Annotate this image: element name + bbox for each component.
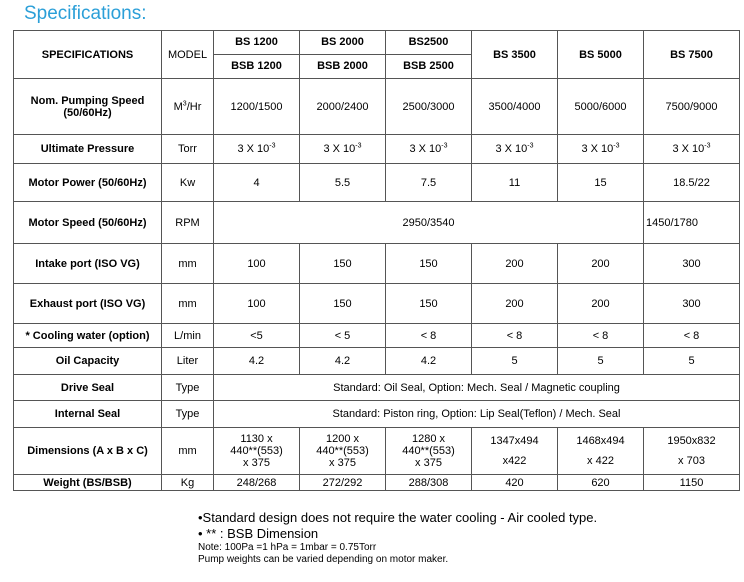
value-cell: 150 bbox=[386, 244, 472, 284]
unit-cell: mm bbox=[162, 244, 214, 284]
model-name: BS 3500 bbox=[472, 31, 558, 79]
row-label-ultimate-pressure: Ultimate Pressure bbox=[14, 135, 162, 164]
value-cell: 3 X $10^{-3}$ bbox=[386, 135, 472, 164]
model-name: BS2500 bbox=[386, 31, 471, 55]
value-cell: 1130 x 440**(553) x 375 bbox=[214, 428, 300, 475]
unit-cell: Type bbox=[162, 401, 214, 428]
value-cell: 420 bbox=[472, 475, 558, 491]
value-cell: 5 bbox=[472, 348, 558, 375]
value-cell-merged: 2950/3540 bbox=[214, 202, 644, 244]
value-cell: 150 bbox=[386, 284, 472, 324]
table-row bbox=[14, 79, 740, 135]
table-row bbox=[14, 135, 740, 164]
value-cell: 272/292 bbox=[300, 475, 386, 491]
value-cell: 288/308 bbox=[386, 475, 472, 491]
unit-cell: Kg bbox=[162, 475, 214, 491]
value-cell: 1347x494 x422 bbox=[472, 428, 558, 475]
value-cell: <5 bbox=[214, 324, 300, 348]
unit-cell: Torr bbox=[162, 135, 214, 164]
value-cell: 1950x832 x 703 bbox=[644, 428, 740, 475]
value-cell: 3 X $10^{-3}$ bbox=[644, 135, 740, 164]
table-row bbox=[14, 348, 740, 375]
header-model-cell bbox=[300, 31, 386, 79]
unit-cell: $M^3/Hr$ bbox=[162, 79, 214, 135]
value-cell: 100 bbox=[214, 284, 300, 324]
value-cell: 4.2 bbox=[214, 348, 300, 375]
table-row bbox=[14, 375, 740, 401]
unit-cell: L/min bbox=[162, 324, 214, 348]
row-label-cooling-water: * Cooling water (option) bbox=[14, 324, 162, 348]
table-row bbox=[14, 324, 740, 348]
row-label-oil-capacity: Oil Capacity bbox=[14, 348, 162, 375]
value-cell: 200 bbox=[472, 244, 558, 284]
value-cell: 7.5 bbox=[386, 164, 472, 202]
value-cell: 18.5/22 bbox=[644, 164, 740, 202]
value-cell: 3 X $10^{-3}$ bbox=[558, 135, 644, 164]
value-cell: 4.2 bbox=[386, 348, 472, 375]
value-cell: 3 X $10^{-3}$ bbox=[214, 135, 300, 164]
value-cell: 2000/2400 bbox=[300, 79, 386, 135]
model-name-bsb: BSB 2500 bbox=[403, 60, 454, 72]
value-cell: < 8 bbox=[558, 324, 644, 348]
footnote-weights: Pump weights can be varied depending on motor maker. bbox=[198, 554, 449, 565]
table-row bbox=[14, 284, 740, 324]
header-spec: SPECIFICATIONS bbox=[14, 31, 162, 79]
row-label-intake-port: Intake port (ISO VG) bbox=[14, 244, 162, 284]
value-cell: 1450/1780 bbox=[644, 202, 740, 244]
table-row bbox=[14, 401, 740, 428]
value-cell: 620 bbox=[558, 475, 644, 491]
value-cell: < 5 bbox=[300, 324, 386, 348]
value-cell: 7500/9000 bbox=[644, 79, 740, 135]
table-row bbox=[14, 244, 740, 284]
row-label-weight: Weight (BS/BSB) bbox=[14, 475, 162, 491]
row-label-motor-speed: Motor Speed (50/60Hz) bbox=[14, 202, 162, 244]
value-cell: 200 bbox=[472, 284, 558, 324]
value-cell: 11 bbox=[472, 164, 558, 202]
value-cell: 100 bbox=[214, 244, 300, 284]
value-cell: < 8 bbox=[386, 324, 472, 348]
value-cell: 150 bbox=[300, 244, 386, 284]
header-model-cell bbox=[214, 31, 300, 79]
value-cell: 3500/4000 bbox=[472, 79, 558, 135]
value-cell: 5 bbox=[558, 348, 644, 375]
row-label-drive-seal: Drive Seal bbox=[14, 375, 162, 401]
unit-cell: Kw bbox=[162, 164, 214, 202]
value-cell: 1468x494 x 422 bbox=[558, 428, 644, 475]
unit-cell: RPM bbox=[162, 202, 214, 244]
row-label-internal-seal: Internal Seal bbox=[14, 401, 162, 428]
value-cell: 5.5 bbox=[300, 164, 386, 202]
model-name: BS 2000 bbox=[300, 31, 385, 55]
row-label-dimensions: Dimensions (A x B x C) bbox=[14, 428, 162, 475]
value-cell: 4 bbox=[214, 164, 300, 202]
value-cell: 1200/1500 bbox=[214, 79, 300, 135]
value-cell: 5000/6000 bbox=[558, 79, 644, 135]
value-cell: 2500/3000 bbox=[386, 79, 472, 135]
value-cell: 1150 bbox=[644, 475, 740, 491]
model-name-bsb: BSB 1200 bbox=[231, 60, 282, 72]
value-cell-merged: Standard: Piston ring, Option: Lip Seal(Teflon) / Mech. Seal bbox=[214, 401, 740, 428]
footnote-cooling: •Standard design does not require the water cooling - Air cooled type. bbox=[198, 510, 598, 525]
header-row bbox=[14, 31, 740, 79]
table-row bbox=[14, 475, 740, 491]
value-cell: 248/268 bbox=[214, 475, 300, 491]
unit-cell: Type bbox=[162, 375, 214, 401]
header-model: MODEL bbox=[162, 31, 214, 79]
value-cell: < 8 bbox=[644, 324, 740, 348]
footnote-pressure-units: Note: 100Pa =1 hPa = 1mbar = 0.75Torr bbox=[198, 542, 377, 553]
unit-cell: mm bbox=[162, 284, 214, 324]
table-row bbox=[14, 164, 740, 202]
header-model-cell bbox=[386, 31, 472, 79]
model-name: BS 5000 bbox=[558, 31, 644, 79]
unit-cell: Liter bbox=[162, 348, 214, 375]
row-label-pumping-speed: Nom. Pumping Speed (50/60Hz) bbox=[14, 79, 162, 135]
value-cell: 300 bbox=[644, 284, 740, 324]
value-cell-merged: Standard: Oil Seal, Option: Mech. Seal / Magnetic coupling bbox=[214, 375, 740, 401]
model-name-bsb: BSB 2000 bbox=[317, 60, 368, 72]
value-cell: < 8 bbox=[472, 324, 558, 348]
row-label-exhaust-port: Exhaust port (ISO VG) bbox=[14, 284, 162, 324]
value-cell: 4.2 bbox=[300, 348, 386, 375]
value-cell: 300 bbox=[644, 244, 740, 284]
value-cell: 200 bbox=[558, 284, 644, 324]
row-label-motor-power: Motor Power (50/60Hz) bbox=[14, 164, 162, 202]
footnote-bsb-dimension: • ** : BSB Dimension bbox=[198, 526, 319, 541]
value-cell: 15 bbox=[558, 164, 644, 202]
model-name: BS 7500 bbox=[644, 31, 740, 79]
value-cell: 1200 x 440**(553) x 375 bbox=[300, 428, 386, 475]
page-title: Specifications: bbox=[24, 3, 147, 24]
table-row bbox=[14, 428, 740, 475]
unit-cell: mm bbox=[162, 428, 214, 475]
value-cell: 150 bbox=[300, 284, 386, 324]
table-row bbox=[14, 202, 740, 244]
value-cell: 3 X $10^{-3}$ bbox=[300, 135, 386, 164]
model-name: BS 1200 bbox=[214, 31, 299, 55]
value-cell: 200 bbox=[558, 244, 644, 284]
value-cell: 1280 x 440**(553) x 375 bbox=[386, 428, 472, 475]
footnotes bbox=[198, 510, 597, 566]
value-cell: 5 bbox=[644, 348, 740, 375]
specifications-table bbox=[13, 30, 740, 491]
value-cell: 3 X $10^{-3}$ bbox=[472, 135, 558, 164]
